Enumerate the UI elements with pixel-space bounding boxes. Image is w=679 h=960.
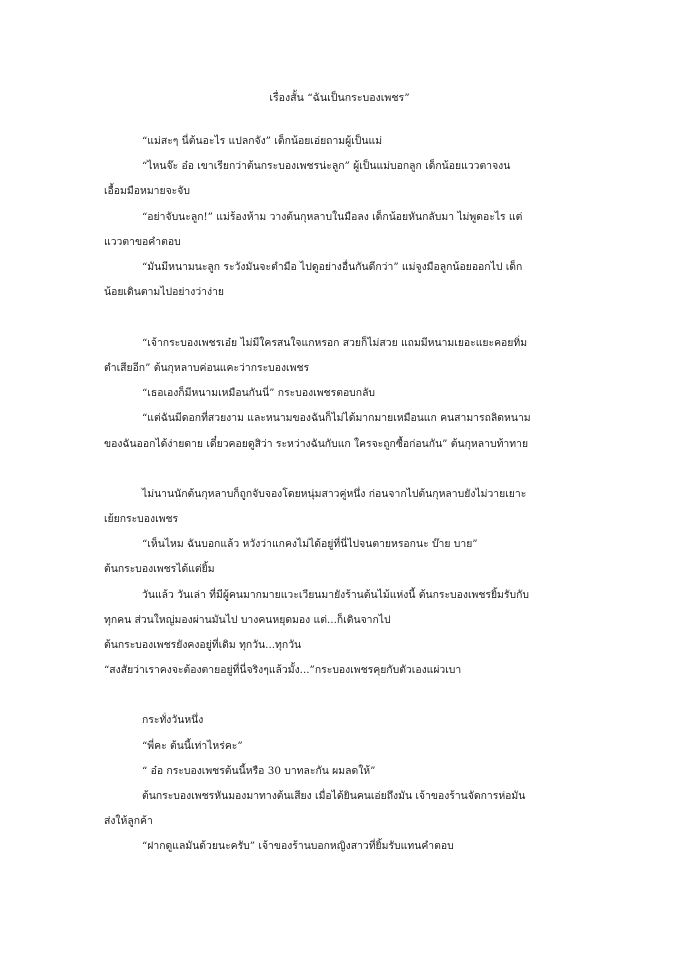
text-line: ไม่นานนักต้นกุหลาบก็ถูกจับจองโดยหนุ่มสาวคู่หนึ่ง ก่อนจากไปต้นกุหลาบยังไม่วายเยาะ bbox=[142, 488, 527, 500]
text-line: “ อ๋อ กระบองเพชรต้นนี้หรือ 30 บาทละกัน ผมลดให้” bbox=[142, 765, 376, 777]
text-line: “แต่ฉันมีดอกที่สวยงาม และหนามของฉันก็ไม่ได้มากมายเหมือนแก คนสามารถลิดหนาม bbox=[142, 412, 531, 424]
text-line: “ไหนจ๊ะ อ๋อ เขาเรียกว่าต้นกระบองเพชรน่ะลูก” ผู้เป็นแม่บอกลูก เด็กน้อยแววตาจงน bbox=[142, 160, 511, 172]
text-line: ส่งให้ลูกค้า bbox=[104, 815, 153, 827]
text-line: แววตาขอคำตอบ bbox=[104, 236, 181, 248]
text-line: “แม่สะๆ นี่ต้นอะไร แปลกจัง” เด็กน้อยเอ่ยถามผู้เป็นแม่ bbox=[142, 135, 383, 147]
text-line: “มันมีหนามนะลูก ระวังมันจะตำมือ ไปดูอย่างอื่นกันดีกว่า” แม่จูงมือลูกน้อยออกไป เด็ก bbox=[142, 261, 523, 273]
text-line: “เห็นไหม ฉันบอกแล้ว หวังว่าแกคงไม่ได้อยู่ที่นี่ไปจนตายหรอกนะ บ๊าย บาย” bbox=[142, 538, 478, 550]
text-line: ตำเสียอีก” ต้นกุหลาบค่อนแคะว่ากระบองเพชร bbox=[104, 362, 310, 374]
text-line: ทุกคน ส่วนใหญ่มองผ่านมันไป บางคนหยุดมอง แต่...ก็เดินจากไป bbox=[104, 614, 391, 626]
text-line: ต้นกระบองเพชรหันมองมาทางต้นเสียง เมื่อได้ยินคนเอ่ยถึงมัน เจ้าของร้านจัดการห่อมัน bbox=[142, 790, 526, 802]
text-line: ของฉันออกได้ง่ายดาย เดี๋ยวคอยดูสิว่า ระหว่างฉันกับแก ใครจะถูกซื้อก่อนกัน” ต้นกุหลาบท้าทาย bbox=[104, 438, 529, 450]
text-line: กระทั่งวันหนึ่ง bbox=[142, 714, 204, 726]
text-line: “อย่าจับนะลูก!” แม่ร้องห้าม วางต้นกุหลาบในมือลง เด็กน้อยหันกลับมา ไม่พูดอะไร แต่ bbox=[142, 211, 523, 223]
text-line: “สงสัยว่าเราคงจะต้องตายอยู่ที่นี่จริงๆแล้วมั้ง...”กระบองเพชรคุยกับตัวเองแผ่วเบา bbox=[104, 664, 462, 676]
text-line: เอื้อมมือหมายจะจับ bbox=[104, 185, 190, 197]
text-line: “เจ้ากระบองเพชรเอ๋ย ไม่มีใครสนใจแกหรอก สวยก็ไม่สวย แถมมีหนามเยอะแยะคอยทิ่ม bbox=[142, 337, 528, 349]
text-line: เย้ยกระบองเพชร bbox=[104, 513, 179, 525]
text-line: “พี่คะ ต้นนี้เท่าไหร่คะ” bbox=[142, 740, 243, 752]
text-line: ต้นกระบองเพชรได้แต่ยิ้ม bbox=[104, 563, 215, 575]
text-line: น้อยเดินตามไปอย่างว่าง่าย bbox=[104, 286, 224, 298]
text-line: วันแล้ว วันเล่า ที่มีผู้คนมากมายแวะเวียนมายังร้านต้นไม้แห่งนี้ ต้นกระบองเพชรยิ้มรับกับ bbox=[142, 589, 529, 601]
story-title: เรื่องสั้น “ฉันเป็นกระบองเพชร” bbox=[269, 92, 410, 104]
text-line: “ฝากดูแลมันด้วยนะครับ” เจ้าของร้านบอกหญิงสาวที่ยิ้มรับแทนคำตอบ bbox=[142, 840, 454, 852]
text-line: ต้นกระบองเพชรยังคงอยู่ที่เดิม ทุกวัน...ทุกวัน bbox=[104, 639, 302, 651]
text-line: “เธอเองก็มีหนามเหมือนกันนี่” กระบองเพชรตอบกลับ bbox=[142, 387, 376, 399]
